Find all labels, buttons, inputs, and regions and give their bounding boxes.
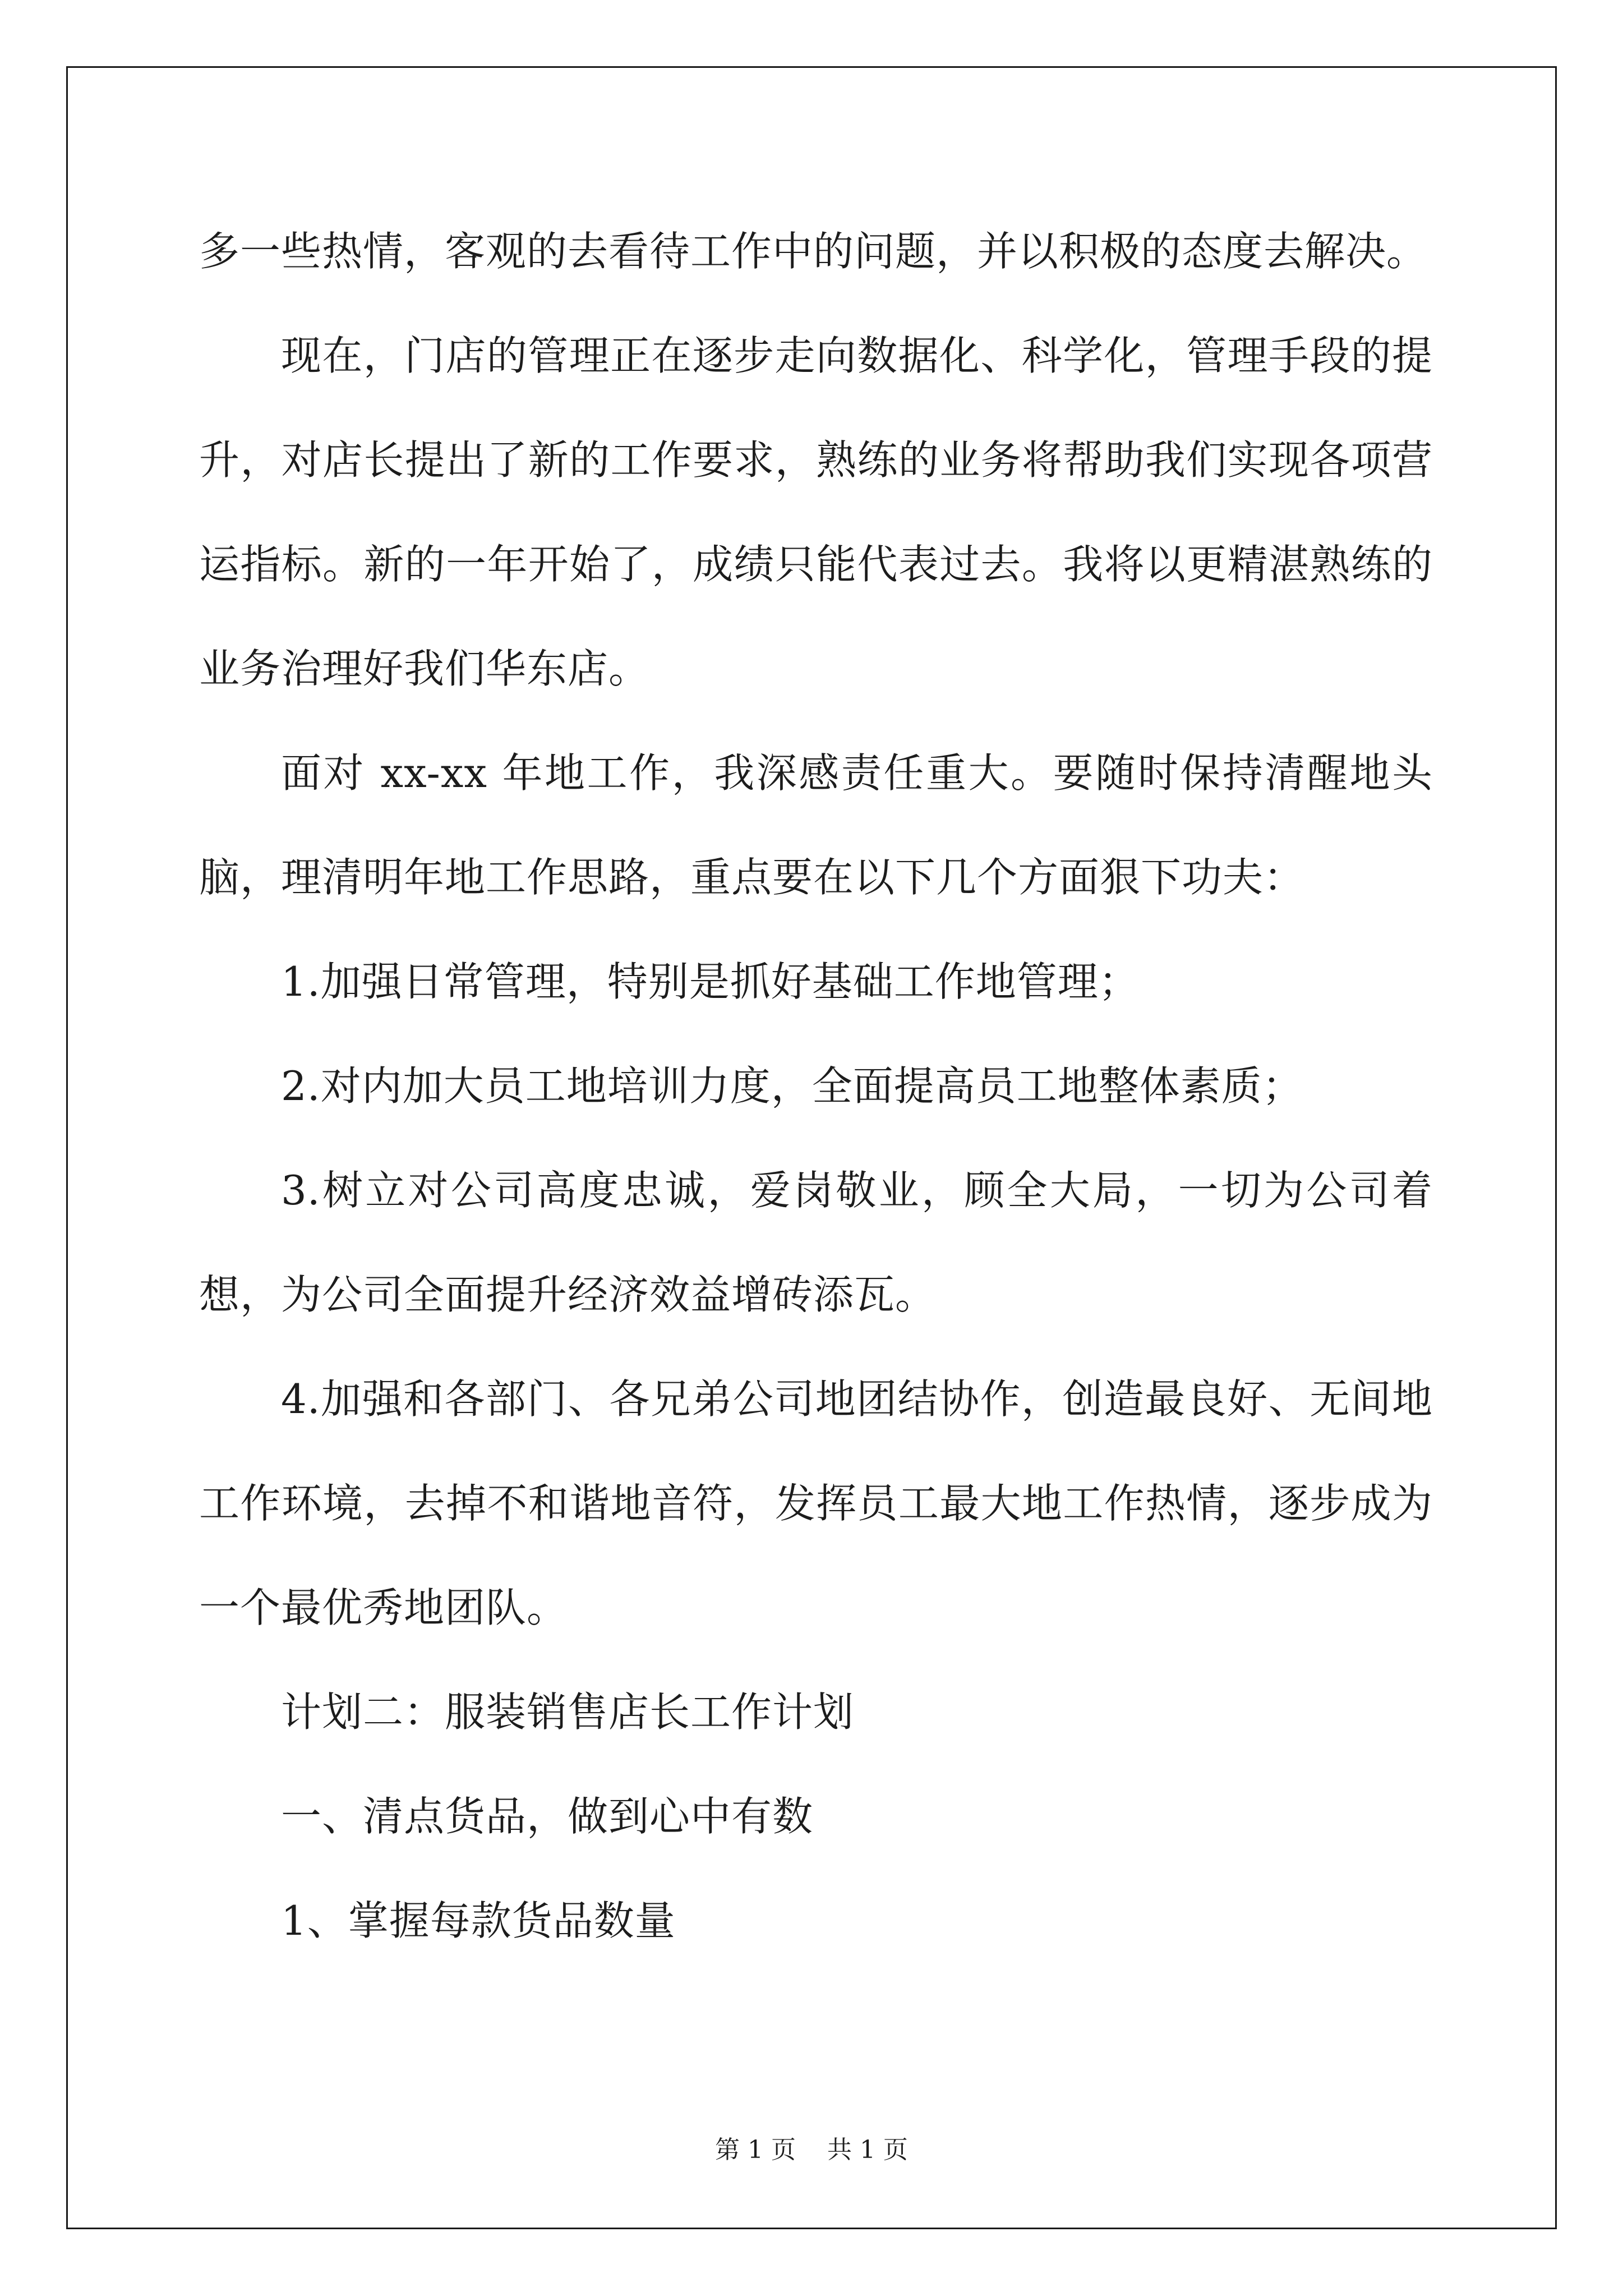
list-item-4: 4.加强和各部门、各兄弟公司地团结协作，创造最良好、无间地工作环境，去掉不和谐地音符，发挥员工最大地工作热情，逐步成为一个最优秀地团队。 xyxy=(199,1375,1433,1631)
subheading-item-quantity: 1、掌握每款货品数量 xyxy=(281,1897,676,1944)
section-heading-plan-two: 计划二：服装销售店长工作计划 xyxy=(281,1688,855,1736)
list-item-2: 2.对内加大员工地培训力度，全面提高员工地整体素质； xyxy=(281,1062,1303,1110)
list-item-3: 3.树立对公司高度忠诚，爱岗敬业，顾全大局，一切为公司着想，为公司全面提升经济效益增砖添瓦。 xyxy=(199,1167,1433,1318)
paragraph-2: 现在，门店的管理正在逐步走向数据化、科学化，管理手段的提升，对店长提出了新的工作要求，熟练的业务将帮助我们实现各项营运指标。新的一年开始了，成绩只能代表过去。我将以更精湛熟练的业务治理好我们华东店。 xyxy=(199,332,1433,692)
page-footer xyxy=(0,2129,1623,2165)
document-body xyxy=(199,199,1433,1973)
page-number: 第 1 页 共 1 页 xyxy=(715,2136,908,2164)
paragraph-1: 多一些热情，客观的去看待工作中的问题，并以积极的态度去解决。 xyxy=(199,228,1428,275)
subheading-inventory: 一、清点货品，做到心中有数 xyxy=(281,1793,814,1840)
paragraph-3: 面对 xx-xx 年地工作，我深感责任重大。要随时保持清醒地头脑，理清明年地工作思路，重点要在以下几个方面狠下功夫： xyxy=(199,749,1433,901)
list-item-1: 1.加强日常管理，特别是抓好基础工作地管理； xyxy=(281,958,1140,1005)
